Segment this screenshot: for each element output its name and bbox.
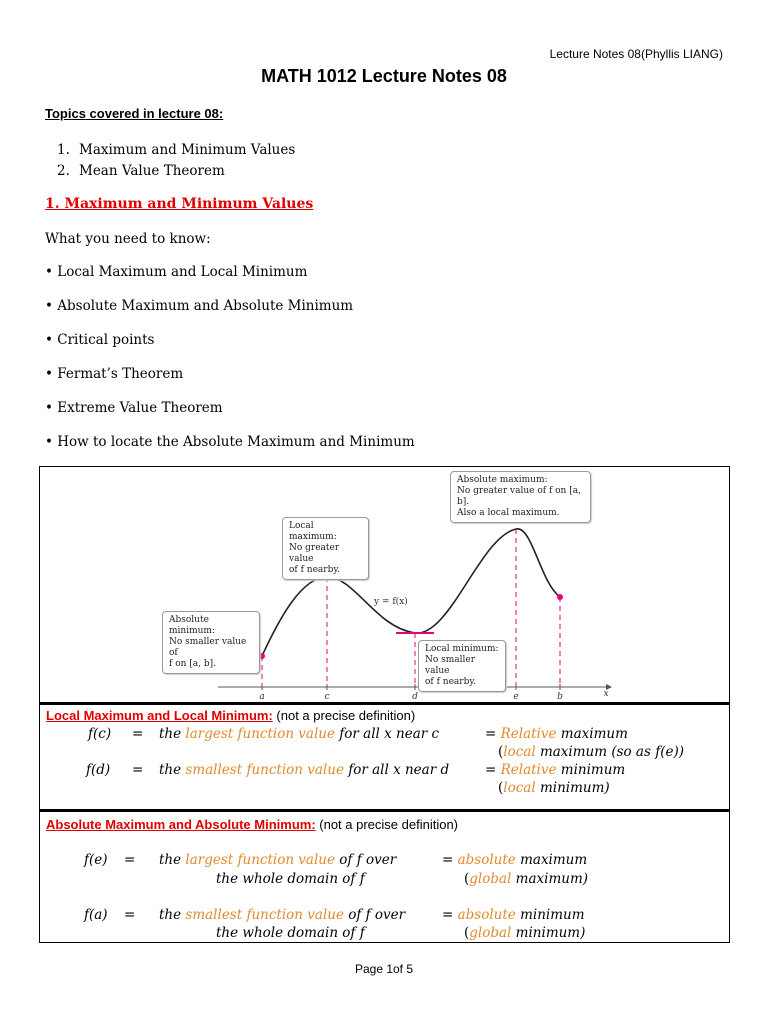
callout-abs-min: [162, 611, 260, 674]
section-heading: 1. Maximum and Minimum Values: [45, 196, 314, 212]
tick-label-d: d: [412, 692, 418, 702]
math-text: minimum: [556, 762, 626, 778]
header-note: Lecture Notes 08(Phyllis LIANG): [549, 47, 723, 61]
math-paren-note: [498, 744, 684, 760]
highlight-text: local: [503, 744, 536, 760]
highlight-text: absolute: [457, 907, 516, 923]
highlight-text: absolute: [457, 852, 516, 868]
math-text: (: [464, 925, 470, 941]
math-text: the: [159, 762, 186, 778]
local-definition-box: [39, 703, 730, 810]
bullet-item: • Extreme Value Theorem: [45, 400, 223, 416]
axis-label-x: x: [603, 689, 609, 699]
page-number: Page 1of 5: [354, 962, 414, 976]
math-text: minimum: [515, 907, 585, 923]
math-text: maximum (so as f(e)): [535, 744, 684, 760]
math-paren-note: [464, 925, 585, 941]
topics-heading: Topics covered in lecture 08:: [45, 106, 224, 121]
tick-label-e: e: [513, 692, 519, 702]
math-text: minimum): [535, 780, 610, 796]
curve-label: y = f(x): [374, 597, 408, 607]
callout-line: f on [a, b].: [169, 659, 216, 669]
math-text: (: [498, 744, 504, 760]
bullet-item: • Absolute Maximum and Absolute Minimum: [45, 298, 354, 314]
bullet-item: • Critical points: [45, 332, 155, 348]
definition-title: Local Maximum and Local Minimum:: [46, 708, 273, 723]
extrema-figure: [40, 467, 731, 704]
bullet-item: • Fermat’s Theorem: [45, 366, 184, 382]
math-paren-note: [464, 871, 588, 887]
math-paren-note: [498, 780, 610, 796]
definition-note: (not a precise definition): [272, 708, 416, 723]
math-text: for all x near d: [343, 762, 450, 778]
math-lhs: f(c): [88, 726, 112, 742]
list-item: [45, 161, 295, 182]
local-definition-label: [46, 708, 415, 723]
absolute-definition-label: [46, 817, 458, 832]
list-text: Mean Value Theorem: [79, 163, 225, 179]
math-lhs: f(d): [86, 762, 111, 778]
topics-list: [45, 140, 295, 182]
math-text: maximum): [511, 871, 589, 887]
section-intro: What you need to know:: [45, 231, 211, 247]
math-description: [159, 762, 449, 778]
math-result: [442, 907, 585, 923]
math-equals: =: [124, 852, 136, 868]
bullet-item: • Local Maximum and Local Minimum: [45, 264, 308, 280]
figure-box: [39, 466, 730, 703]
callout-line: Also a local maximum.: [457, 508, 560, 518]
list-number: 2.: [57, 163, 70, 179]
math-result: [442, 852, 587, 868]
highlight-text: largest function value: [185, 852, 335, 868]
callout-line: of f nearby.: [425, 677, 477, 687]
math-result: [485, 726, 628, 742]
math-equals: =: [132, 726, 144, 742]
highlight-text: global: [469, 925, 512, 941]
math-text: the: [159, 852, 186, 868]
list-text: Maximum and Minimum Values: [79, 142, 296, 158]
callout-local-max: [282, 517, 369, 580]
list-item: [45, 140, 295, 161]
math-description: [159, 852, 396, 868]
callout-line: No smaller value: [425, 655, 476, 676]
highlight-text: Relative: [500, 762, 557, 778]
math-text: the: [159, 726, 186, 742]
highlight-text: largest function value: [185, 726, 335, 742]
definition-note: (not a precise definition): [315, 817, 459, 832]
endpoint-b: [557, 594, 563, 600]
tick-label-a: a: [259, 692, 265, 702]
math-text: for all x near c: [334, 726, 440, 742]
bullet-item: • How to locate the Absolute Maximum and Minimum: [45, 434, 415, 450]
math-text: (: [464, 871, 470, 887]
absolute-definition-box: [39, 810, 730, 943]
page-title: MATH 1012 Lecture Notes 08: [261, 66, 507, 86]
callout-line: No smaller value of: [169, 637, 247, 658]
math-text: of f over: [334, 852, 397, 868]
math-description: [159, 907, 405, 923]
math-text: maximum: [515, 852, 588, 868]
math-text: maximum: [556, 726, 628, 742]
highlight-text: Relative: [500, 726, 557, 742]
math-equals: =: [124, 907, 136, 923]
callout-line: of f nearby.: [289, 565, 341, 575]
math-equals: =: [485, 762, 501, 778]
callout-line: Local maximum:: [289, 521, 337, 542]
highlight-text: smallest function value: [185, 907, 344, 923]
callout-abs-max: [450, 471, 591, 523]
math-description: [159, 726, 439, 742]
highlight-text: local: [503, 780, 536, 796]
math-lhs: f(e): [84, 852, 108, 868]
math-equals: =: [442, 907, 458, 923]
callout-line: Absolute maximum:: [457, 475, 548, 485]
highlight-text: global: [469, 871, 512, 887]
highlight-text: smallest function value: [185, 762, 344, 778]
math-text: the whole domain of f: [216, 871, 365, 887]
tick-label-c: c: [324, 692, 330, 702]
math-equals: =: [485, 726, 501, 742]
math-equals: =: [132, 762, 144, 778]
math-result: [485, 762, 625, 778]
callout-line: Absolute minimum:: [169, 615, 215, 636]
callout-local-min: [418, 640, 506, 692]
tick-label-b: b: [557, 692, 563, 702]
callout-line: No greater value: [289, 543, 340, 564]
math-text: the whole domain of f: [216, 925, 365, 941]
math-text: of f over: [343, 907, 406, 923]
math-text: the: [159, 907, 186, 923]
list-number: 1.: [57, 142, 70, 158]
math-lhs: f(a): [84, 907, 108, 923]
math-text: (: [498, 780, 504, 796]
callout-line: Local minimum:: [425, 644, 499, 654]
math-text: minimum): [511, 925, 586, 941]
math-equals: =: [442, 852, 458, 868]
callout-line: No greater value of f on [a, b].: [457, 486, 581, 507]
definition-title: Absolute Maximum and Absolute Minimum:: [46, 817, 316, 832]
